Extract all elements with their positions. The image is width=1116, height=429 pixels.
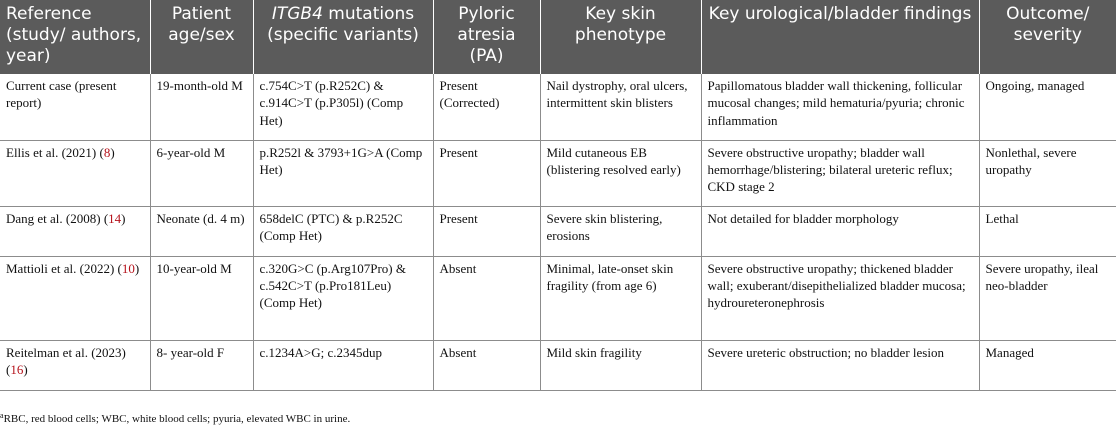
header-gene-name: ITGB4 bbox=[271, 4, 323, 24]
table-row bbox=[0, 256, 1116, 340]
reference-close: ) bbox=[110, 144, 115, 160]
table-footnote bbox=[0, 411, 350, 425]
reference-close: ) bbox=[23, 361, 28, 377]
reference-text: Mattioli et al. (2022) ( bbox=[6, 260, 122, 276]
header-reference: Reference (study/ authors, year) bbox=[0, 0, 150, 74]
header-outcome: Outcome/ severity bbox=[979, 0, 1116, 74]
reference-link[interactable]: 14 bbox=[108, 210, 122, 226]
cell-skin: Minimal, late-onset skin fragility (from age 6) bbox=[540, 256, 701, 340]
cell-urological: Severe ureteric obstruction; no bladder lesion bbox=[701, 340, 979, 390]
header-row bbox=[0, 0, 1116, 74]
cell-patient: 8- year-old F bbox=[150, 340, 253, 390]
cell-mutations: c.754C>T (p.R252C) & c.914C>T (p.P305l) (Comp Het) bbox=[253, 74, 433, 140]
cell-reference bbox=[0, 140, 150, 206]
cell-outcome: Severe uropathy, ileal neo-bladder bbox=[979, 256, 1116, 340]
reference-link[interactable]: 10 bbox=[121, 260, 135, 276]
table-row bbox=[0, 340, 1116, 390]
cell-urological: Severe obstructive uropathy; thickened bladder wall; exuberant/disepithelialized bladder mucosa; hydroureteronephrosis bbox=[701, 256, 979, 340]
cell-mutations: c.1234A>G; c.2345dup bbox=[253, 340, 433, 390]
cell-skin: Mild skin fragility bbox=[540, 340, 701, 390]
header-mutations bbox=[253, 0, 433, 74]
cell-urological: Not detailed for bladder morphology bbox=[701, 206, 979, 256]
header-patient: Patient age/sex bbox=[150, 0, 253, 74]
cell-outcome: Managed bbox=[979, 340, 1116, 390]
cell-pyloric-atresia: Absent bbox=[433, 256, 540, 340]
header-skin: Key skin phenotype bbox=[540, 0, 701, 74]
cell-reference bbox=[0, 256, 150, 340]
reference-close: ) bbox=[134, 260, 140, 276]
cell-outcome: Nonlethal, severe uropathy bbox=[979, 140, 1116, 206]
header-mutations-rest: mutations (specific variants) bbox=[267, 4, 419, 45]
cell-mutations: c.320G>C (p.Arg107Pro) & c.542C>T (p.Pro181Leu) (Comp Het) bbox=[253, 256, 433, 340]
reference-link[interactable]: 8 bbox=[103, 144, 111, 160]
header-urological: Key urological/bladder findings bbox=[701, 0, 979, 74]
cell-patient: 19-month-old M bbox=[150, 74, 253, 140]
cell-mutations: 658delC (PTC) & p.R252C (Comp Het) bbox=[253, 206, 433, 256]
reference-text: Ellis et al. (2021) ( bbox=[6, 144, 104, 160]
reference-text: Dang et al. (2008) ( bbox=[6, 210, 109, 226]
reference-text: Current case (present report) bbox=[6, 78, 117, 111]
footnote-text: RBC, red blood cells; WBC, white blood cells; pyuria, elevated WBC in urine. bbox=[3, 413, 351, 425]
cell-skin: Nail dystrophy, oral ulcers, intermittent skin blisters bbox=[540, 74, 701, 140]
cell-skin: Mild cutaneous EB (blistering resolved early) bbox=[540, 140, 701, 206]
cell-patient: 10-year-old M bbox=[150, 256, 253, 340]
cell-patient: Neonate (d. 4 m) bbox=[150, 206, 253, 256]
header-pyloric-atresia: Pyloric atresia (PA) bbox=[433, 0, 540, 74]
footnote-marker: a bbox=[0, 411, 4, 420]
table-row bbox=[0, 74, 1116, 140]
cell-patient: 6-year-old M bbox=[150, 140, 253, 206]
reference-link[interactable]: 16 bbox=[10, 361, 24, 377]
cell-outcome: Lethal bbox=[979, 206, 1116, 256]
cell-mutations: p.R252l & 3793+1G>A (Comp Het) bbox=[253, 140, 433, 206]
cell-urological: Severe obstructive uropathy; bladder wall hemorrhage/blistering; bilateral ureteric reflux; CKD stage 2 bbox=[701, 140, 979, 206]
cell-outcome: Ongoing, managed bbox=[979, 74, 1116, 140]
cell-skin: Severe skin blistering, erosions bbox=[540, 206, 701, 256]
reference-text: Reitelman et al. (2023) ( bbox=[6, 344, 126, 377]
reference-close: ) bbox=[121, 210, 126, 226]
cell-pyloric-atresia: Absent bbox=[433, 340, 540, 390]
cell-pyloric-atresia: Present (Corrected) bbox=[433, 74, 540, 140]
table-row bbox=[0, 206, 1116, 256]
cell-pyloric-atresia: Present bbox=[433, 140, 540, 206]
cell-reference bbox=[0, 206, 150, 256]
table-row bbox=[0, 140, 1116, 206]
cell-urological: Papillomatous bladder wall thickening, follicular mucosal changes; mild hematuria/pyuria; chronic inflammation bbox=[701, 74, 979, 140]
cell-reference bbox=[0, 74, 150, 140]
cell-reference bbox=[0, 340, 150, 390]
cell-pyloric-atresia: Present bbox=[433, 206, 540, 256]
